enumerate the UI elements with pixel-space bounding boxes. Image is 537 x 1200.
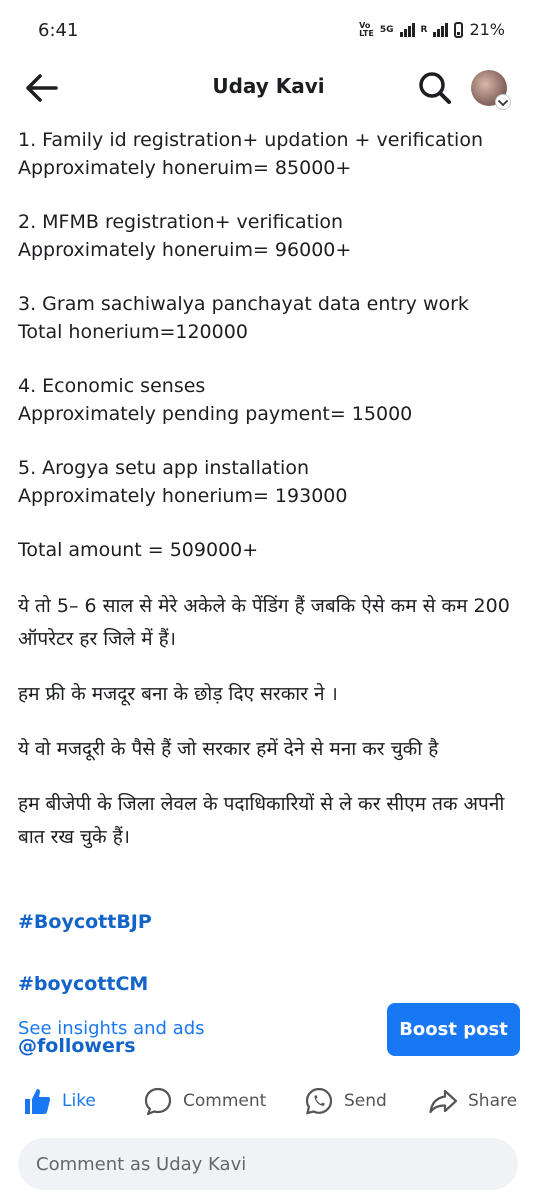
battery-icon — [454, 22, 463, 38]
comment-icon — [143, 1086, 173, 1116]
battery-level: 21% — [469, 20, 505, 39]
share-button[interactable] — [428, 1086, 517, 1116]
post-hindi-2: हम फ्री के मजदूर बना के छोड़ दिए सरकार ने । — [18, 683, 338, 705]
post-item-1: 1. Family id registration+ updation + verification Approximately honeruim= 85000+ — [18, 129, 483, 179]
see-insights-link[interactable]: See insights and ads — [18, 1018, 205, 1039]
post-hindi-3: ये वो मजदूरी के पैसे हैं जो सरकार हमें देने से मना कर चुकी है — [18, 738, 439, 760]
profile-menu[interactable] — [471, 70, 511, 110]
comment-label: Comment — [183, 1091, 267, 1111]
chevron-down-icon — [495, 94, 511, 110]
hashtag-link[interactable]: #boycottCM — [18, 973, 149, 995]
volte-icon: Vo LTE — [359, 20, 374, 38]
post-item-3: 3. Gram sachiwalya panchayat data entry work Total honerium=120000 — [18, 293, 469, 343]
status-icons — [359, 20, 505, 39]
share-arrow-icon — [428, 1086, 458, 1116]
hashtag-link[interactable]: #BoycottBJP — [18, 911, 152, 933]
hashtag-list — [18, 876, 523, 1093]
share-label: Share — [468, 1091, 518, 1111]
post-item-4: 4. Economic senses Approximately pending payment= 15000 — [18, 375, 413, 425]
send-button[interactable] — [304, 1086, 387, 1116]
post-item-5: 5. Arogya setu app installation Approximately honerium= 193000 — [18, 457, 348, 507]
post-item-2: 2. MFMB registration+ verification Approximately honeruim= 96000+ — [18, 211, 352, 261]
search-icon[interactable] — [417, 70, 453, 106]
mention-link[interactable]: @followers — [18, 1035, 136, 1057]
boost-post-button[interactable]: Boost post — [387, 1003, 520, 1056]
app-header — [0, 60, 537, 116]
post-hindi-4: हम बीजेपी के जिला लेवल के पदाधिकारियों से ले कर सीएम तक अपनी बात रख चुके हैं। — [18, 793, 505, 848]
comment-input[interactable] — [18, 1138, 476, 1190]
thumbs-up-icon — [22, 1086, 52, 1116]
post-total: Total amount = 509000+ — [18, 539, 259, 561]
network-type: 5G — [379, 24, 394, 35]
roaming-indicator: R — [420, 24, 428, 35]
post-body — [18, 126, 523, 1093]
comment-box — [18, 1138, 518, 1190]
signal-icon-2 — [433, 23, 448, 37]
comment-button[interactable] — [143, 1086, 266, 1116]
send-label: Send — [344, 1091, 387, 1111]
clock: 6:41 — [38, 20, 79, 41]
page-title: Uday Kavi — [212, 74, 325, 98]
post-hindi-1: ये तो 5– 6 साल से मेरे अकेले के पेंडिंग हैं जबकि ऐसे कम से कम 200 ऑपरेटर हर जिले में हैं। — [18, 595, 510, 650]
like-button[interactable] — [22, 1086, 96, 1116]
like-label: Like — [62, 1091, 96, 1111]
post-actions — [0, 1080, 537, 1124]
signal-icon — [400, 23, 415, 37]
whatsapp-icon — [304, 1086, 334, 1116]
status-bar — [0, 0, 537, 60]
